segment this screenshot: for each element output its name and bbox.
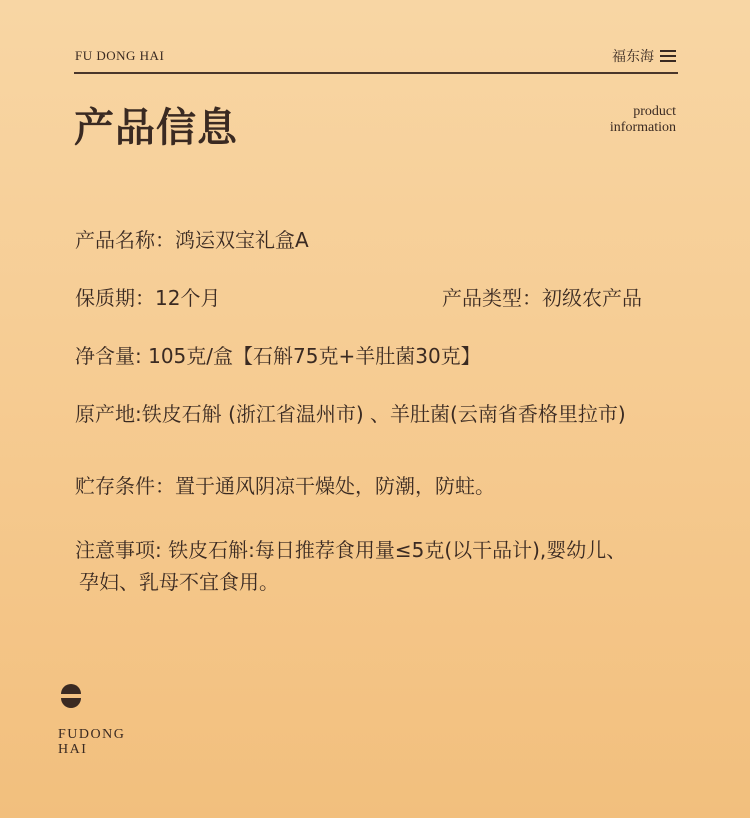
precautions-line-2: 孕妇、乳母不宜食用。 bbox=[79, 570, 279, 594]
precautions-line-1: 注意事项: 铁皮石斛:每日推荐食用量≤5克(以干品计),婴幼儿、 bbox=[75, 538, 627, 562]
logo-text-line-2: HAI bbox=[58, 742, 88, 757]
shelf-life: 保质期：12个月 bbox=[75, 286, 221, 310]
page-title: 产品信息 bbox=[74, 104, 238, 151]
product-type: 产品类型：初级农产品 bbox=[442, 286, 642, 310]
brand-name-cn: 福东海 bbox=[612, 49, 654, 65]
brand-menu[interactable] bbox=[612, 46, 676, 66]
precautions bbox=[75, 534, 685, 598]
subtitle-line-1: product bbox=[633, 104, 676, 119]
product-name: 产品名称：鸿运双宝礼盒A bbox=[75, 228, 309, 252]
logo-text-line-1: FUDONG bbox=[58, 727, 126, 742]
page-subtitle bbox=[610, 104, 676, 136]
origin: 原产地:铁皮石斛 (浙江省温州市) 、羊肚菌(云南省香格里拉市) bbox=[75, 402, 626, 426]
net-content: 净含量: 105克/盒【石斛75克+羊肚菌30克】 bbox=[75, 344, 481, 368]
subtitle-line-2: information bbox=[609, 120, 676, 135]
footer-logo bbox=[58, 678, 125, 757]
header-divider bbox=[74, 72, 678, 74]
logo-mark-icon bbox=[59, 678, 83, 714]
brand-name-en: FU DONG HAI bbox=[75, 48, 165, 63]
storage-conditions: 贮存条件：置于通风阴凉干燥处，防潮，防蛀。 bbox=[75, 474, 495, 498]
menu-icon[interactable] bbox=[660, 50, 676, 62]
